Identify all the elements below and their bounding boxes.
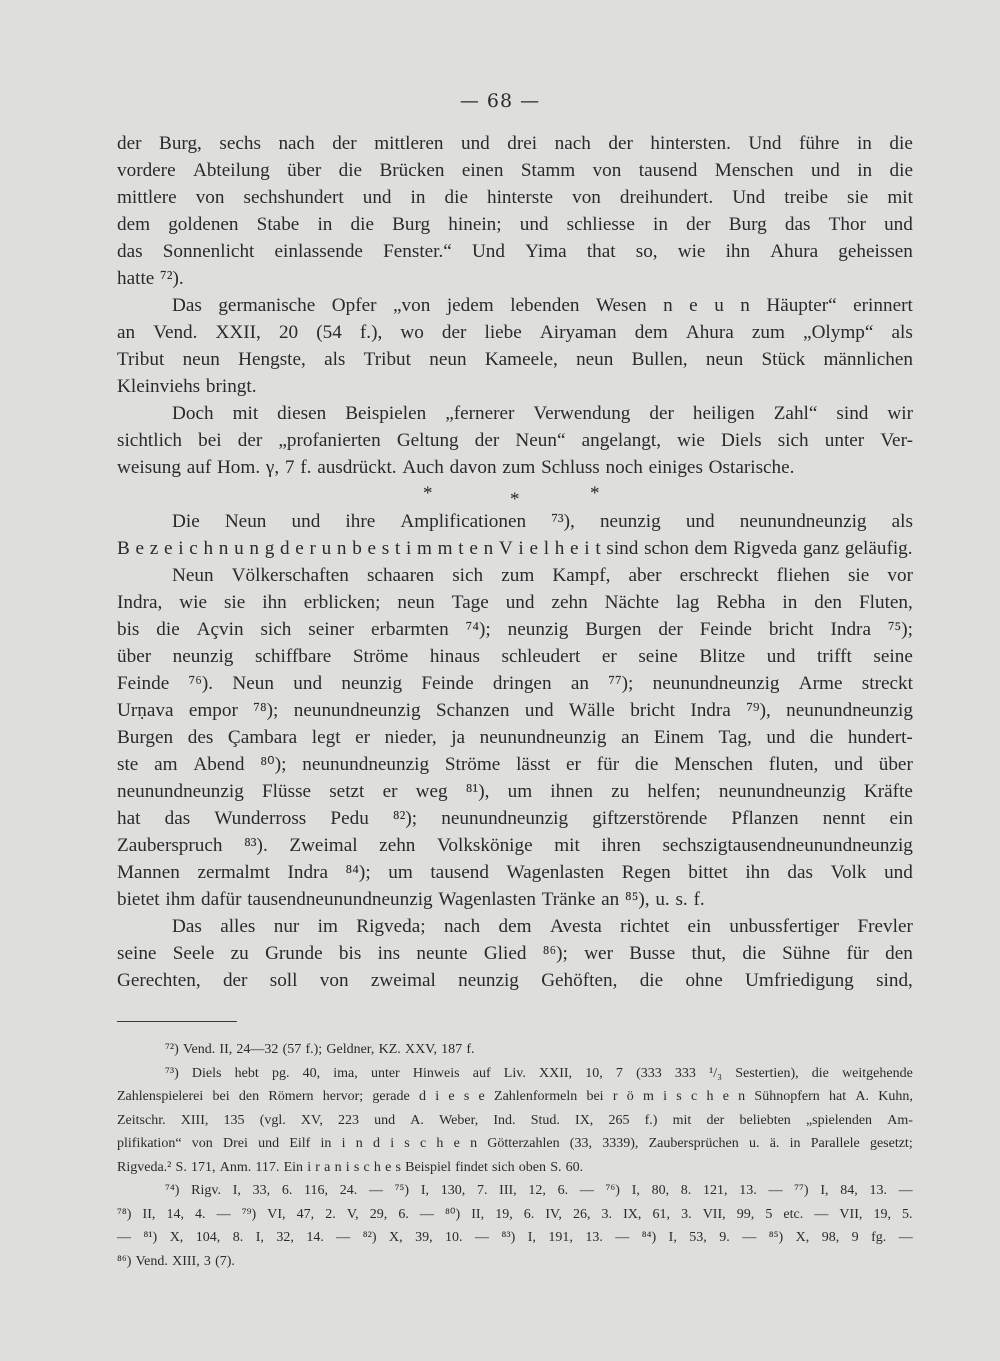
text-line: Mannen zermalmt Indra ⁸⁴); um tausend Wagenlasten Regen bittet ihn das Volk und (117, 862, 913, 883)
text-line: Gerechten, der soll von zweimal neunzig Gehöften, die ohne Umfriedigung sind, (117, 970, 913, 991)
text-line: Urṇava empor ⁷⁸); neunundneunzig Schanzen und Wälle bricht Indra ⁷⁹), neunundneunzig (117, 700, 913, 721)
text-line: bis die Açvin sich seiner erbarmten ⁷⁴); neunzig Burgen der Feinde bricht Indra ⁷⁵); (117, 619, 913, 640)
star-glyph: * (590, 483, 600, 504)
text-line: neunundneunzig Flüsse setzt er weg ⁸¹), um ihnen zu helfen; neunundneunzig Kräfte (117, 781, 913, 802)
text-line: seine Seele zu Grunde bis ins neunte Glied ⁸⁶); wer Busse thut, die Sühne für den (117, 943, 913, 964)
footnote-line: ⁷³) Diels hebt pg. 40, ima, unter Hinweis auf Liv. XXII, 10, 7 (333 333 ¹/₃ Sestertien), die weitgehende (165, 1065, 913, 1081)
text-line: Die Neun und ihre Amplificationen ⁷³), neunzig und neunundneunzig als (172, 511, 913, 532)
footnote-line: ⁷²) Vend. II, 24—32 (57 f.); Geldner, KZ. XXV, 187 f. (165, 1042, 475, 1057)
text-line: Neun Völkerschaften schaaren sich zum Kampf, aber erschreckt fliehen sie vor (172, 565, 913, 586)
footnote-line: ⁷⁸) II, 14, 4. — ⁷⁹) VI, 47, 2. V, 29, 6. — ⁸⁰) II, 19, 6. IV, 26, 3. IX, 61, 3. VII, 99, 5 etc. — VII, 19, 5. (117, 1206, 913, 1222)
footnote-line: Zeitschr. XIII, 135 (vgl. XV, 223 und A. Weber, Ind. Stud. IX, 265 f.) mit der beliebten „spielenden Am- (117, 1112, 913, 1128)
star-glyph: * (510, 489, 520, 510)
text-line: an Vend. XXII, 20 (54 f.), wo der liebe Airyaman dem Ahura zum „Olymp“ als (117, 322, 913, 343)
footnote-line: — ⁸¹) X, 104, 8. I, 32, 14. — ⁸²) X, 39, 10. — ⁸³) I, 191, 13. — ⁸⁴) I, 53, 9. — ⁸⁵) X, 98, 9 fg. — (117, 1230, 913, 1245)
text-line: das Sonnenlicht einlassende Fenster.“ Und Yima that so, wie ihn Ahura geheissen (117, 241, 913, 262)
text-line: weisung auf Hom. γ, 7 f. ausdrückt. Auch davon zum Schluss noch einiges Ostarische. (117, 457, 795, 478)
text-line: der Burg, sechs nach der mittleren und drei nach der hintersten. Und führe in die (117, 133, 913, 154)
text-line: Doch mit diesen Beispielen „fernerer Verwendung der heiligen Zahl“ sind wir (172, 403, 913, 424)
footnote-line: Rigveda.² S. 171, Anm. 117. Ein i r a n i s c h e s Beispiel findet sich oben S. 60. (117, 1159, 584, 1175)
text-line: Das germanische Opfer „von jedem lebenden Wesen n e u n Häupter“ erinnert (172, 295, 913, 316)
footnote-rule (117, 1021, 237, 1022)
text-line: dem goldenen Stabe in die Burg hinein; und schliesse in der Burg das Thor und (117, 214, 913, 235)
text-line: hatte ⁷²). (117, 268, 184, 289)
text-line: Zauberspruch ⁸³). Zweimal zehn Volkskönige mit ihren sechszigtausendneunundneunzig (117, 835, 913, 856)
text-line: Tribut neun Hengste, als Tribut neun Kameele, neun Bullen, neun Stück männlichen (117, 349, 913, 370)
page-number: — 68 — (459, 90, 541, 112)
body-text (117, 130, 913, 994)
text-line: vordere Abteilung über die Brücken einen Stamm von tausend Menschen und in die (117, 160, 913, 181)
footnote-line: plifikation“ von Drei und Eilf in i n d i s c h e n Götterzahlen (33, 3339), Zaubersprüchen u. ä. in Parallele gesetzt; (117, 1136, 913, 1151)
footnotes (117, 1038, 913, 1273)
text-line: mittlere von sechshundert und in die hinterste von dreihundert. Und treibe sie mit (117, 187, 913, 208)
star-glyph: * (423, 483, 433, 504)
text-line: bietet ihm dafür tausendneunundneunzig Wagenlasten Tränke an ⁸⁵), u. s. f. (117, 889, 705, 910)
footnote-line: ⁷⁴) Rigv. I, 33, 6. 116, 24. — ⁷⁵) I, 130, 7. III, 12, 6. — ⁷⁶) I, 80, 8. 121, 13. — ⁷⁷) I, 84, 13. — (165, 1183, 913, 1198)
text-line: Kleinviehs bringt. (117, 376, 257, 397)
section-divider-stars (117, 481, 913, 508)
text-line: Indra, wie sie ihn erblicken; neun Tage und zehn Nächte lag Rebha in den Fluten, (117, 592, 913, 613)
text-line: hat das Wunderross Pedu ⁸²); neunundneunzig giftzerstörende Pflanzen nennt ein (117, 808, 913, 829)
text-line: sichtlich bei der „profanierten Geltung der Neun“ angelangt, wie Diels sich unter Ver- (117, 430, 913, 451)
text-line: Das alles nur im Rigveda; nach dem Avesta richtet ein unbussfertiger Frevler (172, 916, 913, 937)
footnote-line: ⁸⁶) Vend. XIII, 3 (7). (117, 1253, 235, 1269)
footnote-line: Zahlenspielerei bei den Römern hervor; gerade d i e s e Zahlenformeln bei r ö m i s c h e n Sühnopfern hat A. Kuhn, (117, 1089, 913, 1104)
text-line: ste am Abend ⁸⁰); neunundneunzig Ströme lässt er für die Menschen fluten, und über (117, 754, 913, 775)
text-line: Burgen des Çambara legt er nieder, ja neunundneunzig an Einem Tag, und die hundert- (117, 727, 913, 748)
text-line: B e z e i c h n u n g d e r u n b e s t i m m t e n V i e l h e i t sind schon dem Rigveda ganz geläufig. (117, 538, 913, 559)
text-line: über neunzig schiffbare Ströme hinaus schleudert er seine Blitze und trifft seine (117, 646, 913, 667)
text-line: Feinde ⁷⁶). Neun und neunzig Feinde dringen an ⁷⁷); neunundneunzig Arme streckt (117, 673, 913, 694)
